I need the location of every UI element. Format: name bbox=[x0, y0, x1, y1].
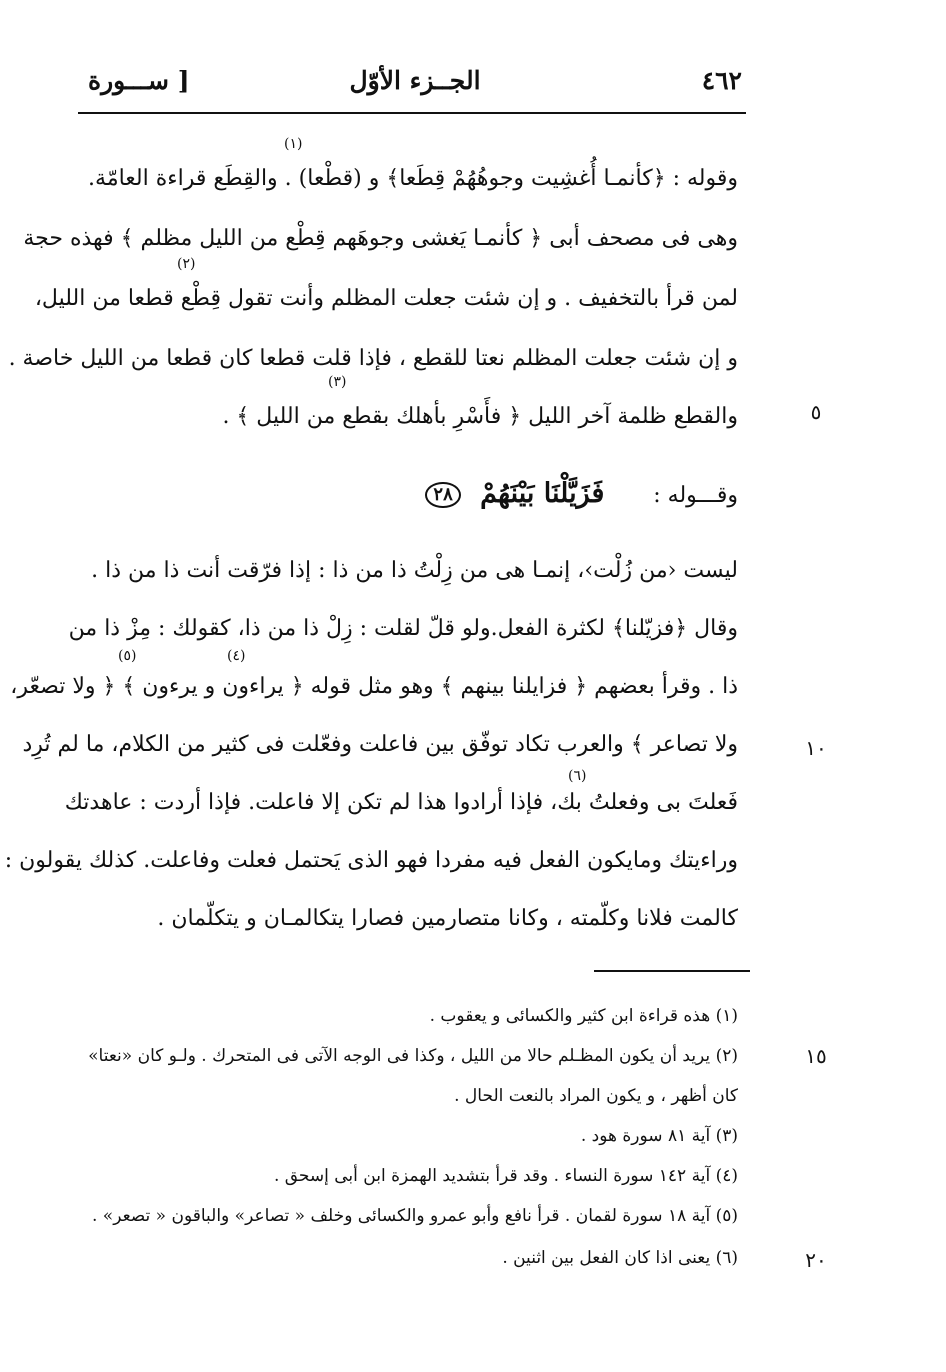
footnote-marker-2: (٢) bbox=[177, 256, 196, 272]
footnote-marker-5: (٥) bbox=[118, 648, 137, 664]
body-line: ولا تصاعر ﴾ والعرب تكاد توفّق بين فاعلت وفعّلت فى كثير من الكلام، ما لم تُرِد bbox=[22, 732, 738, 757]
footnote-4: (٤) آية ١٤٢ سورة النساء . وقد قرأ بتشديد الهمزة ابن أبى إسحق . bbox=[273, 1166, 738, 1186]
footnote-marker-3: (٣) bbox=[328, 374, 347, 390]
footnote-3: (٣) آية ٨١ سورة هود . bbox=[580, 1126, 738, 1146]
footnote-marker-1: (١) bbox=[284, 136, 303, 152]
page-header bbox=[84, 62, 746, 102]
running-title: الجــزء الأوّل bbox=[349, 66, 481, 95]
body-line: كالمت فلانا وكلّمته ، وكانا متصارمين فصارا يتكالمـان و يتكلّمان . bbox=[157, 906, 738, 931]
body-line: وهى فى مصحف أبى ﴿ كأنمـا يَغشى وجوهَهم قِطْع من الليل مظلم ﴾ فهذه حجة bbox=[23, 226, 738, 251]
footnote-2-line-1: (٢) يريد أن يكون المظـلم حالا من الليل ، وكذا فى الوجه الآتى فى المتحرك . ولـو كان «نعتا» bbox=[88, 1046, 738, 1066]
header-rule bbox=[78, 112, 746, 114]
body-line: وقوله : ﴿كأنمـا أُغشِيت وجوهُهُمْ قِطَعا﴾ و (قطْعا) . والقِطَع قراءة العامّة. bbox=[88, 166, 738, 191]
footnote-marker-4: (٤) bbox=[227, 648, 246, 664]
footnote-2-continued: كان أظهر ، و يكون المراد بالنعت الحال . bbox=[454, 1086, 738, 1106]
footnote-marker-6: (٦) bbox=[568, 768, 587, 784]
body-line: وراءيتك ومايكون الفعل فيه مفردا فهو الذى يَحتمل فعلت وفاعلت. كذلك يقولون : bbox=[4, 848, 738, 873]
body-line: فَعلتَ بى وفعلتُ بك، فإذا أرادوا هذا لم تكن إلا فاعلت. فإذا أردت : عاهدتك bbox=[64, 790, 738, 815]
body-line: ذا . وقرأ بعضهم ﴿ فزايلنا بينهم ﴾ وهو مثل قوله ﴿ يراءون و يرءون ﴾ ﴿ ولا تصعّر، bbox=[10, 674, 738, 699]
page-number: ٤٦٢ bbox=[701, 66, 742, 95]
margin-line-number: ٥ bbox=[810, 400, 822, 424]
body-line: والقطع ظلمة آخر الليل ﴿ فأَسْرِ بأهلك بقطع من الليل ﴾ . bbox=[222, 404, 738, 429]
verse-lead: وقـــوله : bbox=[653, 483, 738, 508]
body-line: لمن قرأ بالتخفيف . و إن شئت جعلت المظلم وأنت تقول قِطْع قطعا من الليل، bbox=[34, 286, 738, 311]
body-line: ليست ‹من زُلْت›، إنمـا هى من زِلْتُ ذا من ذا : إذا فرّقت أنت ذا من ذا . bbox=[91, 558, 738, 583]
margin-line-number: ١٠ bbox=[805, 736, 827, 760]
footnote-5: (٥) آية ١٨ سورة لقمان . قرأ نافع وأبو عمرو والكسائى وخلف « تصاعر» والباقون « تصعر» . bbox=[91, 1206, 738, 1226]
verse-number: ٢٨ bbox=[425, 482, 460, 508]
footnote-rule bbox=[594, 970, 750, 972]
margin-line-number: ١٥ bbox=[805, 1044, 827, 1068]
sura-label: [ ســـورة bbox=[88, 66, 190, 95]
footnote-1: (١) هذه قراءة ابن كثير والكسائى و يعقوب . bbox=[429, 1006, 738, 1026]
margin-line-number: ٢٠ bbox=[805, 1248, 827, 1272]
body-line: وقال ﴿فزيّلنا﴾ لكثرة الفعل.ولو قلّ لقلت : زِلْ ذا من ذا، كقولك : مِزْ ذا من bbox=[68, 616, 738, 641]
body-line: و إن شئت جعلت المظلم نعتا للقطع ، فإذا قلت قطعا كان قطعا من الليل خاصة . bbox=[8, 346, 738, 371]
verse-text: فَزَيَّلْنَا بَيْنَهُمْ bbox=[480, 478, 605, 509]
footnote-6: (٦) يعنى اذا كان الفعل بين اثنين . bbox=[502, 1248, 738, 1268]
footnote-2 bbox=[88, 1044, 738, 1068]
